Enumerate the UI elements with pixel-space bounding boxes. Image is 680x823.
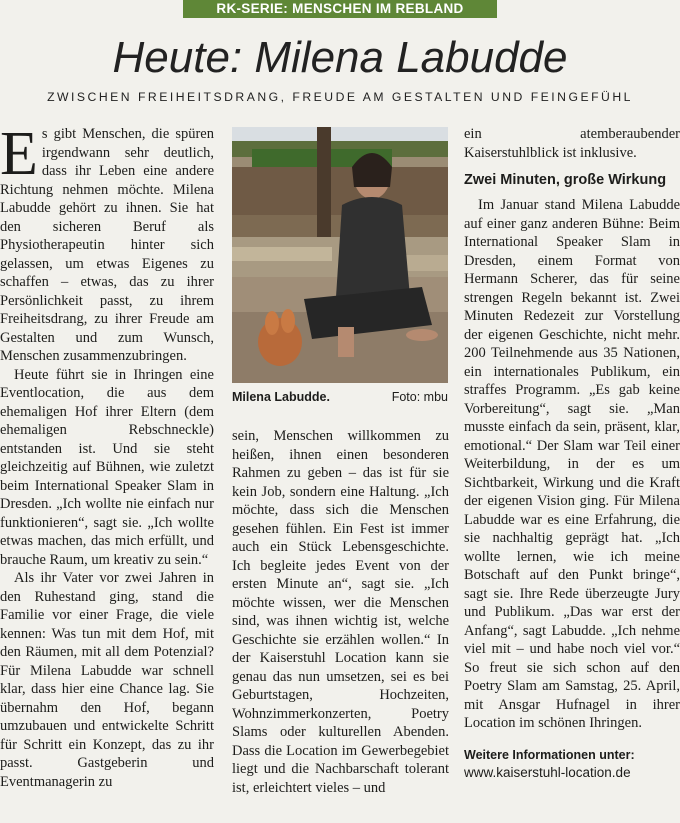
article-column-1 (0, 120, 214, 791)
article-column-2 (232, 427, 449, 797)
info-link[interactable]: www.kaiserstuhl-location.de (464, 764, 631, 780)
section-subhead: Zwei Minuten, große Wirkung (464, 172, 667, 188)
photo-credit: Foto: mbu (391, 390, 448, 404)
paragraph: sein, Menschen willkommen zu heißen, ihnen einen besonderen Rahmen zu geben – das ist für sie kein Job, sondern eine Haltung. „Ich möchte, dass sich die Menschen gesehen fühlen. Ein Fest ist immer auch ein Stück Lebensgeschichte. Ich begleite jedes Event von der ersten Minute an“, sagt sie. „Ich möchte wissen, wer die Menschen sind, was ihnen wichtig ist, welche Geschichte sie erzählen wollen.“ In der Kaiserstuhl Location kann sie genau das nun umsetzen, sei es bei Geburtstagen, Hochzeiten, Wohnzimmerkonzerten, Poetry Slams oder kulturellen Abenden. Dass die Location im Gewerbegebiet liegt und die Nachbarschaft tolerant ist, erleichtert vieles – und (232, 428, 449, 796)
portrait-photo-illustration (232, 127, 448, 383)
paragraph: Als ihr Vater vor zwei Jahren in den Ruhestand ging, stand die Familie vor einer Frage, die viele kennen: Was tun mit dem Hof, mit den Räumen, mit all dem Potenzial? Für Milena Labudde war schnell klar, dass hier eine Chance lag. Sie übernahm den Hof, begann umzubauen und entwickelte Schritt für Schritt ein Konzept, das zu ihr passt. Gastgeberin und Eventmanagerin zu (0, 570, 214, 790)
article-column-3 (464, 125, 680, 782)
headline: Heute: Milena Labudde (112, 33, 568, 82)
drop-cap: E (0, 120, 38, 188)
photo-caption (232, 388, 448, 406)
portrait-photo (232, 127, 448, 383)
caption-text: Milena Labudde. (232, 390, 330, 404)
paragraph: Heute führt sie in Ihringen eine Eventlocation, die aus dem ehemaligen Hof ihrer Eltern (dem ehemaligen Rebschneckle) entstanden ist. Und sie steht gleichzeitig auf Bühnen, wie zuletzt beim International Speaker Slam in Dresden. „Ich wollte nie einfach nur funktionieren“, sagt sie. „Ich wollte etwas machen, das mich erfüllt, und brauche Raum, um kreativ zu sein.“ (0, 366, 214, 568)
intro-text: s gibt Menschen, die spüren irgendwann sehr deutlich, dass ihr Leben eine andere Richtung nehmen möchte. Milena Labudde gehört zu ihnen. Sie hat den sicheren Beruf als Physiotherapeutin hinter sich gelassen, um etwas Eigenes zu schaffen – etwas, das zu ihrer Persönlichkeit passt, zu ihrem Freiheitsdrang, zu ihrer Freude am Gestalten und zum Wunsch, Menschen zusammenzubringen. (0, 126, 214, 364)
series-banner: RK-SERIE: MENSCHEN IM REBLAND (183, 0, 497, 18)
subheadline: ZWISCHEN FREIHEITSDRANG, FREUDE AM GESTALTEN UND FEINGEFÜHL (47, 90, 633, 104)
info-label: Weitere Informationen unter: (464, 747, 635, 762)
paragraph: ein atemberaubender Kaiserstuhlblick ist inklusive. (464, 126, 680, 161)
paragraph: Im Januar stand Milena Labudde auf einer ganz anderen Bühne: Beim International Speaker Slam in Dresden, einem Format von Hermann Scherer, das für seine strengen Regeln bekannt ist. Zwei Minuten Redezeit zur Vorstellung der eigenen Geschichte, nicht mehr. 200 Teilnehmende aus 35 Nationen, ein internationales Publikum, ein straffes Programm. „Es gab keine Vorbereitung“, sagt sie. „Man musste einfach da sein, präsent, klar, emotional.“ Der Slam war Teil einer Weiterbildung, in der es um Sichtbarkeit, Wirkung und die Kraft der eigenen Vision ging. Für Milena Labudde war es eine Erfahrung, die sie nachhaltig geprägt hat. „Ich wollte lernen, wie ich meine Botschaft auf den Punkt bringe“, sagt sie. Ihre Rede überzeugte Jury und Publikum. „Das war erst der Anfang“, sagt Labudde. „Ich nehme viel mit – und habe noch viel vor.“ So freut sie sich schon auf den Poetry Slam am Samstag, 25. April, mit Ansgar Hufnagel in ihrer Location im schönen Ihringen. (464, 197, 680, 731)
paragraph-intro (0, 120, 214, 366)
